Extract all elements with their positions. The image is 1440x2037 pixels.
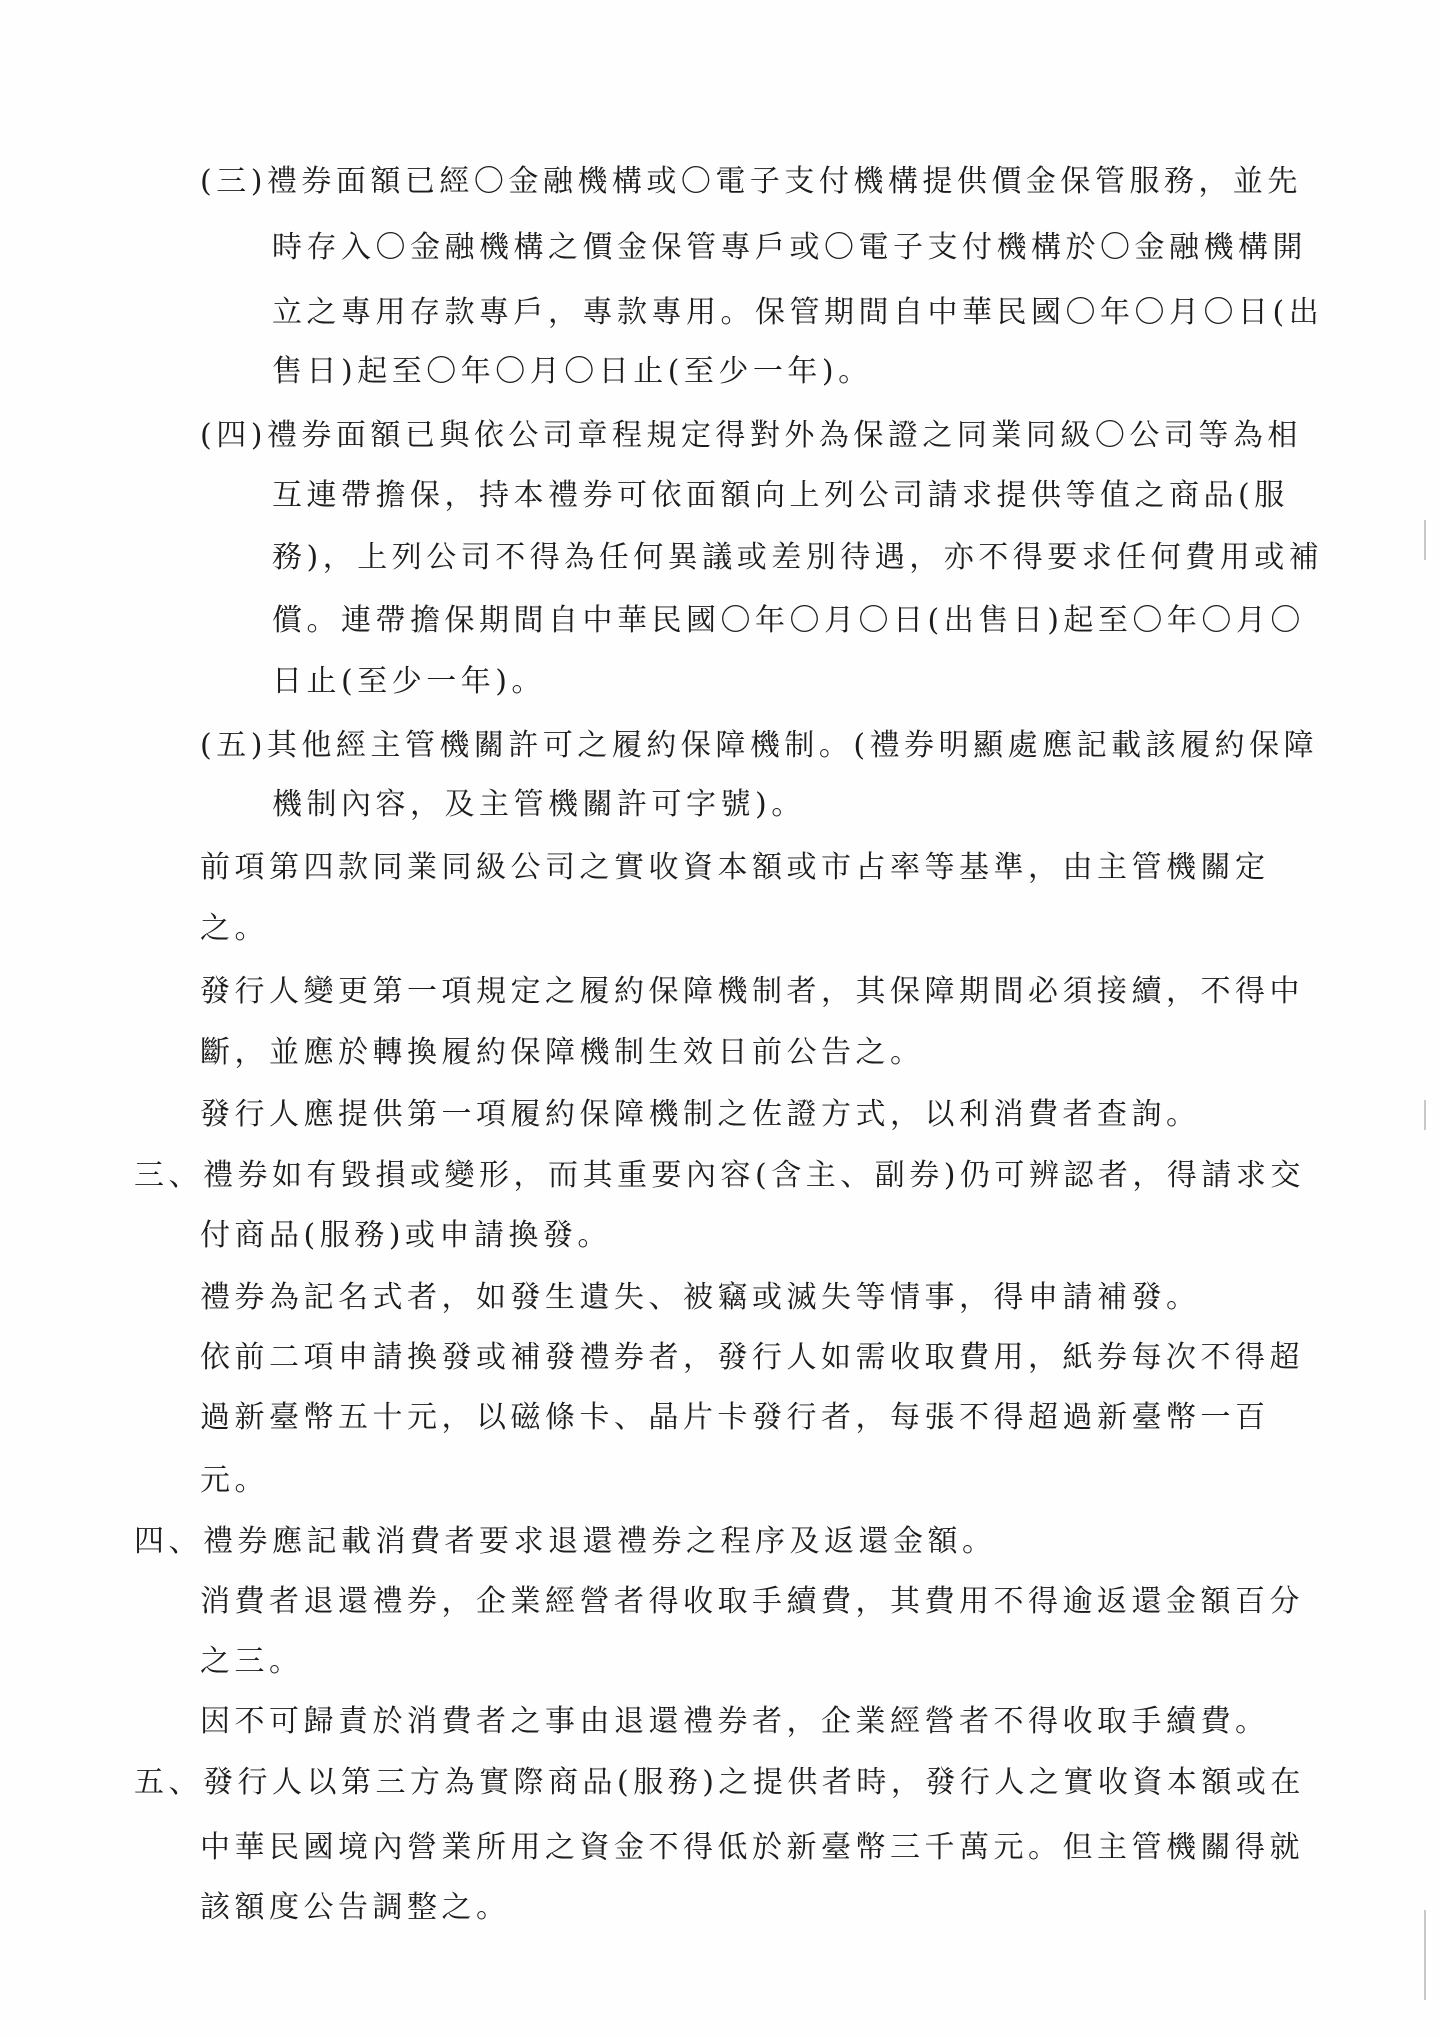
clause-5-line-1: (五)其他經主管機關許可之履約保障機制。(禮券明顯處應記載該履約保障	[200, 728, 1319, 763]
clause-4-line-3: 務)，上列公司不得為任何異議或差別待遇，亦不得要求任何費用或補	[272, 540, 1324, 575]
item-3-line-2: 付商品(服務)或申請換發。	[200, 1218, 612, 1253]
clause-4-line-5: 日止(至少一年)。	[272, 664, 546, 699]
paragraph-market-share-line-2: 之。	[200, 911, 269, 946]
clause-4-line-2: 互連帶擔保，持本禮券可依面額向上列公司請求提供等值之商品(服	[272, 478, 1289, 513]
paragraph-change-mechanism-line-2: 斷，並應於轉換履約保障機制生效日前公告之。	[200, 1035, 925, 1070]
item-5-line-2: 中華民國境內營業所用之資金不得低於新臺幣三千萬元。但主管機關得就	[200, 1830, 1304, 1865]
item-3-paragraph-3-line-3: 元。	[200, 1463, 269, 1498]
clause-5-line-2: 機制內容，及主管機關許可字號)。	[272, 787, 806, 822]
scan-edge-mark	[1424, 1100, 1426, 1130]
paragraph-change-mechanism-line-1: 發行人變更第一項規定之履約保障機制者，其保障期間必須接續，不得中	[200, 974, 1304, 1009]
scan-edge-mark	[1424, 1910, 1426, 2000]
item-4-paragraph-2-line-2: 之三。	[200, 1644, 304, 1679]
item-5-line-1: 五、發行人以第三方為實際商品(服務)之提供者時，發行人之實收資本額或在	[134, 1765, 1305, 1800]
clause-3-line-3: 立之專用存款專戶，專款專用。保管期間自中華民國〇年〇月〇日(出	[272, 295, 1324, 330]
clause-3-line-2: 時存入〇金融機構之價金保管專戶或〇電子支付機構於〇金融機構開	[272, 230, 1307, 265]
item-4-line-1: 四、禮券應記載消費者要求退還禮券之程序及返還金額。	[134, 1524, 997, 1559]
item-3-paragraph-2: 禮券為記名式者，如發生遺失、被竊或滅失等情事，得申請補發。	[200, 1280, 1201, 1315]
clause-3-line-1: (三)禮券面額已經〇金融機構或〇電子支付機構提供價金保管服務，並先	[200, 164, 1302, 199]
scan-edge-mark	[1424, 520, 1426, 560]
clause-4-line-1: (四)禮券面額已與依公司章程規定得對外為保證之同業同級〇公司等為相	[200, 418, 1302, 453]
item-4-paragraph-3: 因不可歸責於消費者之事由退還禮券者，企業經營者不得收取手續費。	[200, 1704, 1270, 1739]
item-3-paragraph-3-line-1: 依前二項申請換發或補發禮券者，發行人如需收取費用，紙券每次不得超	[200, 1340, 1304, 1375]
item-4-paragraph-2-line-1: 消費者退還禮券，企業經營者得收取手續費，其費用不得逾返還金額百分	[200, 1584, 1304, 1619]
clause-4-line-4: 償。連帶擔保期間自中華民國〇年〇月〇日(出售日)起至〇年〇月〇	[272, 603, 1305, 638]
item-3-paragraph-3-line-2: 過新臺幣五十元，以磁條卡、晶片卡發行者，每張不得超過新臺幣一百	[200, 1400, 1270, 1435]
clause-3-line-4: 售日)起至〇年〇月〇日止(至少一年)。	[272, 354, 873, 389]
paragraph-market-share-line-1: 前項第四款同業同級公司之實收資本額或市占率等基準，由主管機關定	[200, 850, 1270, 885]
item-5-line-3: 該額度公告調整之。	[200, 1890, 511, 1925]
item-3-line-1: 三、禮券如有毀損或變形，而其重要內容(含主、副券)仍可辨認者，得請求交	[134, 1158, 1305, 1193]
paragraph-proof-method: 發行人應提供第一項履約保障機制之佐證方式，以利消費者查詢。	[200, 1097, 1201, 1132]
